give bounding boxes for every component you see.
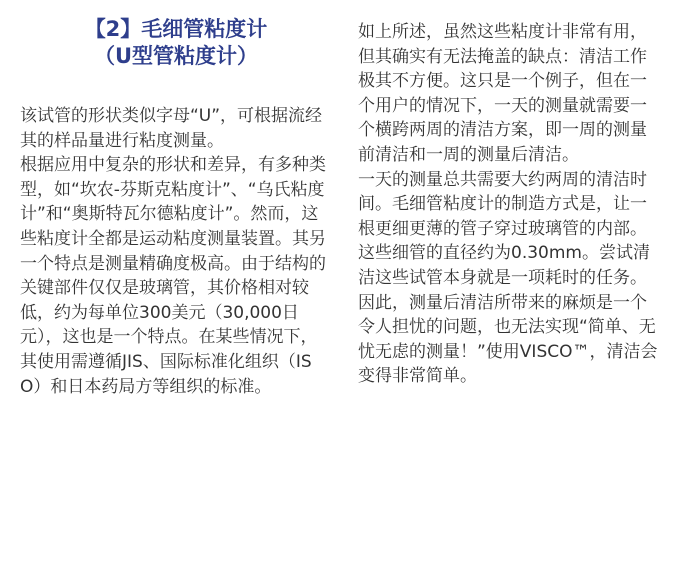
left-paragraph-2: 根据应用中复杂的形状和差异，有多种类型，如“坎农-芬斯克粘度计”、“乌氏粘度计”和“奥斯特瓦尔德粘度计”。然而，这些粘度计全都是运动粘度测量装置。其另一个特点是测量精确度极高。由于结构的关键部件仅仅是玻璃管，其价格相对较低，约为每单位300美元（30,000日元），这也是一个特点。在某些情况下，其使用需遵循JIS、国际标准化组织（ISO）和日本药局方等组织的标准。 — [20, 155, 326, 397]
section-title-line2: （U型管粘度计） — [93, 44, 259, 68]
left-body — [20, 104, 332, 399]
left-column — [20, 0, 332, 399]
right-paragraph-2: 一天的测量总共需要大约两周的清洁时间。毛细管粘度计的制造方式是，让一根更细更薄的管子穿过玻璃管的内部。这些细管的直径约为0.30mm。尝试清洁这些试管本身就是一项耗时的任务。因此，测量后清洁所带来的麻烦是一个令人担忧的问题，也无法实现“简单、无忧无虑的测量！”使用VISCO™，清洁会变得非常简单。 — [358, 169, 658, 387]
left-paragraph-1: 该试管的形状类似字母“U”，可根据流经其的样品量进行粘度测量。 — [20, 106, 323, 151]
right-paragraph-1: 如上所述，虽然这些粘度计非常有用，但其确实有无法掩盖的缺点：清洁工作极其不方便。这只是一个例子，但在一个用户的情况下，一天的测量就需要一个横跨两周的清洁方案，即一周的测量前清洁和一周的测量后清洁。 — [358, 22, 647, 165]
section-title — [20, 16, 332, 70]
section-title-line1: 【2】毛细管粘度计 — [84, 17, 268, 41]
right-column — [358, 20, 658, 389]
